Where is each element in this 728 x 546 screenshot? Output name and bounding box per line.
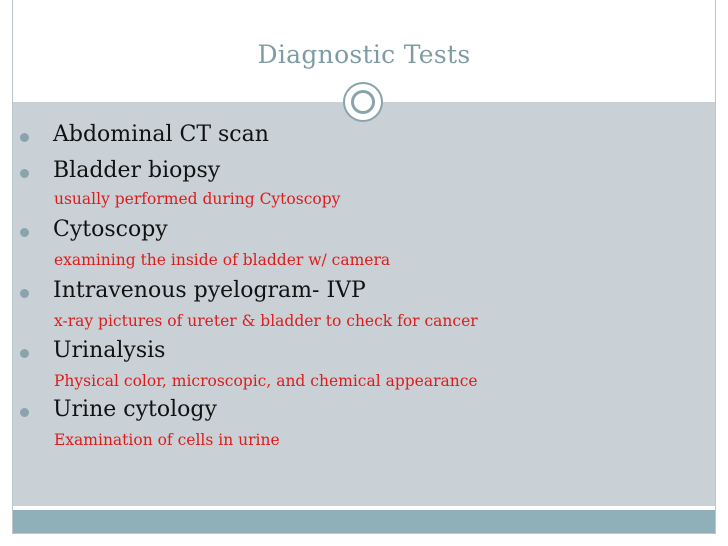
slide-title: Diagnostic Tests — [257, 40, 471, 69]
item-label: Urinalysis — [53, 338, 166, 363]
content-panel — [13, 102, 715, 506]
item-label: Bladder biopsy — [53, 158, 221, 183]
ornament-circle-icon — [343, 82, 383, 122]
footer-bar — [13, 510, 715, 533]
title-area — [13, 0, 715, 92]
bullet-icon — [20, 408, 29, 417]
item-note: examining the inside of bladder w/ camera — [54, 251, 391, 269]
item-label: Urine cytology — [53, 397, 217, 422]
bullet-icon — [20, 133, 29, 142]
item-note: Physical color, microscopic, and chemical appearance — [54, 372, 478, 390]
item-label: Abdominal CT scan — [53, 122, 269, 147]
item-note: Examination of cells in urine — [54, 431, 280, 449]
bullet-icon — [20, 289, 29, 298]
bullet-icon — [20, 169, 29, 178]
bullet-icon — [20, 349, 29, 358]
item-label: Intravenous pyelogram- IVP — [53, 278, 366, 303]
item-note: usually performed during Cytoscopy — [54, 190, 341, 208]
item-note: x-ray pictures of ureter & bladder to check for cancer — [54, 312, 478, 330]
bullet-icon — [20, 228, 29, 237]
item-label: Cytoscopy — [53, 217, 168, 242]
ornament-inner-ring-icon — [351, 90, 375, 114]
